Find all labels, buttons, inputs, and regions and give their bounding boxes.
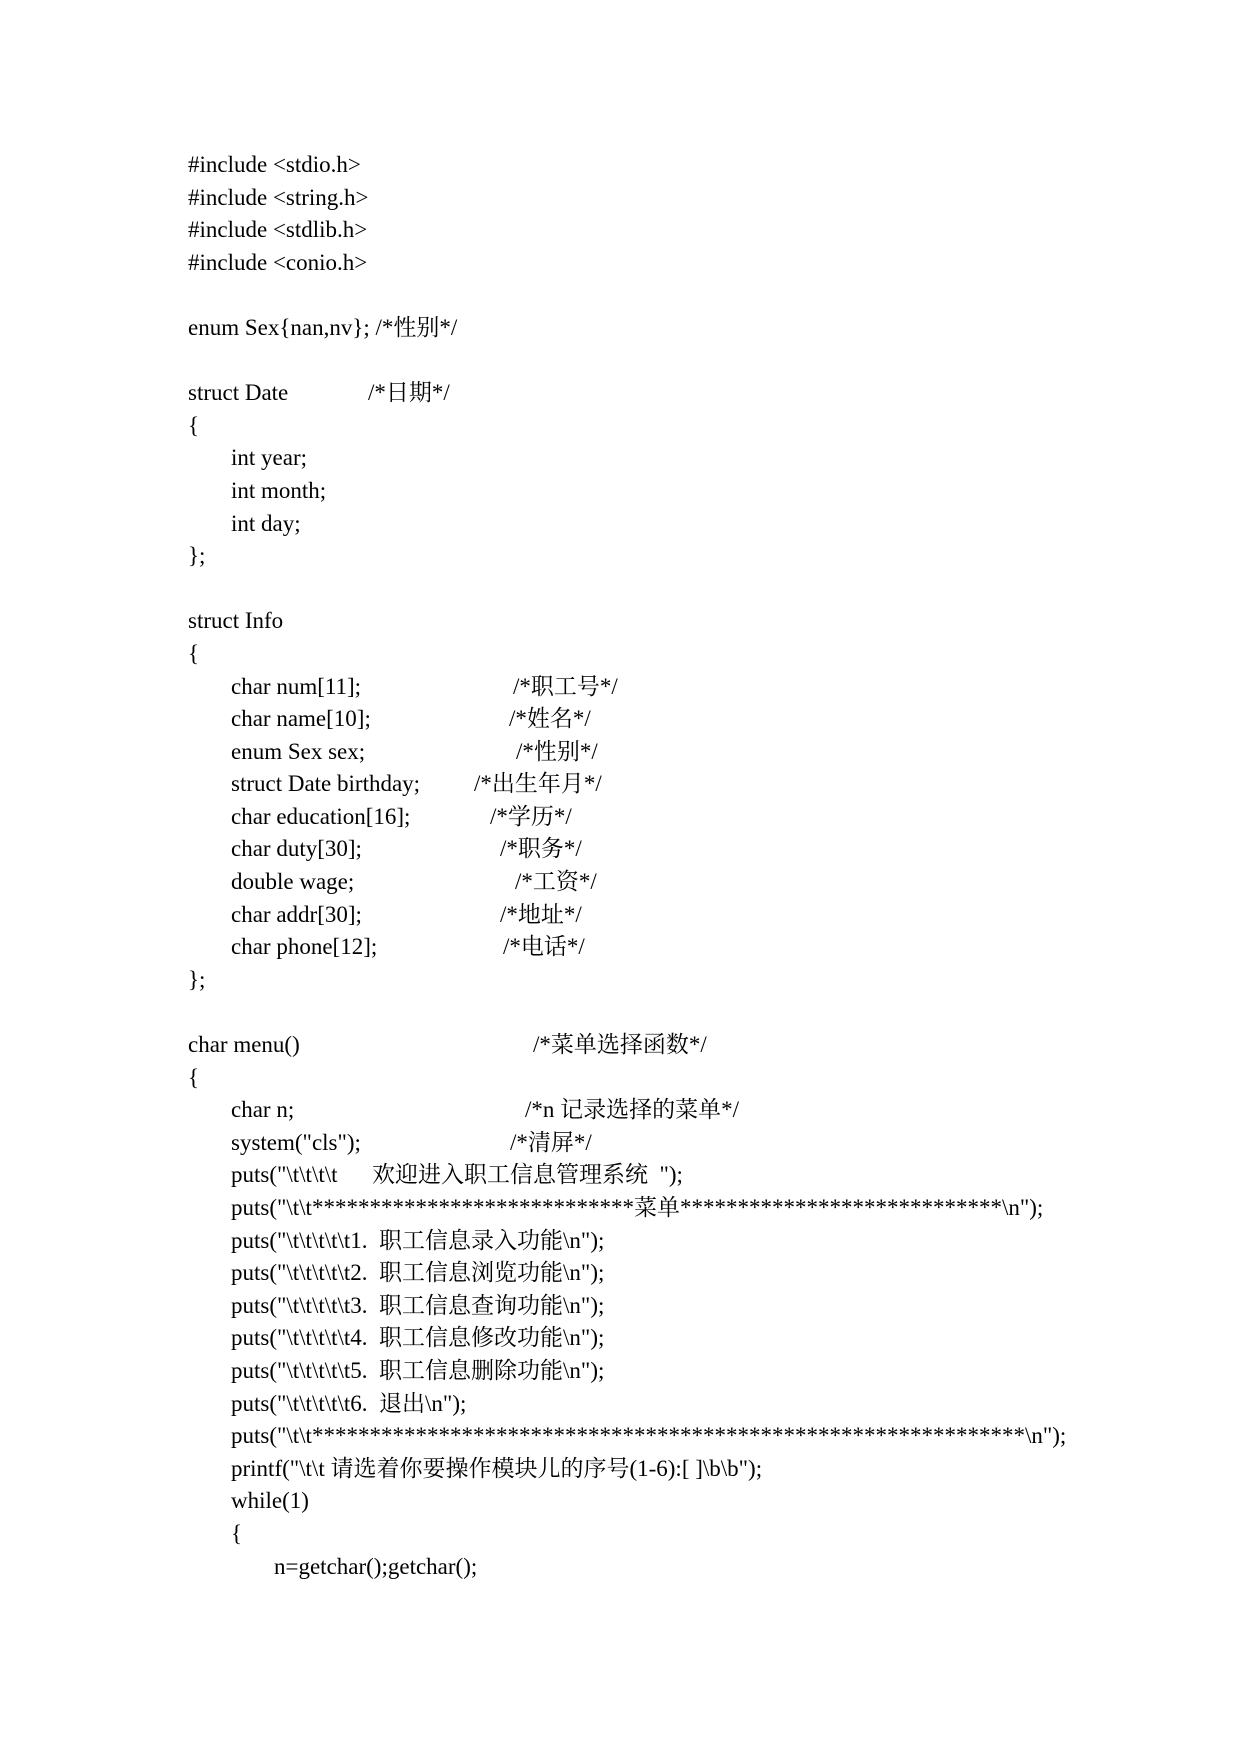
code-text: printf("\t\t 请选着你要操作模块儿的序号(1-6):[ ]\b\b");	[231, 1455, 763, 1481]
code-text: puts("\t\t\t\t\t2. 职工信息浏览功能\n");	[231, 1260, 605, 1286]
code-text: struct Date birthday;	[231, 771, 421, 797]
code-comment: /*性别*/	[516, 738, 598, 764]
code-line	[188, 214, 1188, 247]
code-document	[188, 149, 1188, 1583]
code-line	[188, 1029, 1188, 1062]
code-line	[188, 442, 1188, 475]
code-comment: /*日期*/	[368, 380, 450, 406]
code-line	[188, 768, 1188, 801]
code-text: struct Info	[188, 608, 284, 634]
code-line	[188, 312, 1188, 345]
code-comment: /*n 记录选择的菜单*/	[525, 1097, 740, 1123]
code-text: char name[10];	[231, 706, 371, 732]
code-text: #include <stdio.h>	[188, 152, 361, 177]
code-line	[188, 247, 1188, 280]
code-text: char addr[30];	[231, 901, 362, 927]
code-text: {	[188, 412, 200, 438]
code-text: #include <conio.h>	[188, 249, 368, 275]
code-line	[188, 866, 1188, 899]
code-line	[188, 508, 1188, 541]
code-text: puts("\t\t\t\t\t4. 职工信息修改功能\n");	[231, 1325, 605, 1351]
blank-line	[188, 345, 1188, 378]
code-text: int day;	[231, 510, 301, 536]
code-text: {	[231, 1520, 243, 1546]
code-text: char education[16];	[231, 803, 411, 829]
code-line	[188, 1192, 1188, 1225]
code-line	[188, 1257, 1188, 1290]
code-line	[188, 931, 1188, 964]
code-line	[188, 1551, 1188, 1584]
code-line	[188, 410, 1188, 443]
code-text: puts("\t\t\t\t\t1. 职工信息录入功能\n");	[231, 1227, 605, 1253]
code-text: double wage;	[231, 869, 355, 895]
code-text: char menu()	[188, 1032, 300, 1058]
code-line	[188, 703, 1188, 736]
code-text: };	[188, 966, 206, 992]
code-line	[188, 1159, 1188, 1192]
code-text: struct Date	[188, 380, 289, 406]
code-line	[188, 899, 1188, 932]
code-comment: /*职务*/	[500, 836, 582, 862]
code-comment: /*职工号*/	[513, 673, 618, 699]
code-text: {	[188, 1064, 200, 1090]
code-text: #include <string.h>	[188, 184, 369, 210]
code-line	[188, 671, 1188, 704]
code-text: char num[11];	[231, 673, 362, 699]
code-text: char phone[12];	[231, 934, 378, 960]
code-line	[188, 1225, 1188, 1258]
code-line	[188, 736, 1188, 769]
code-text: char duty[30];	[231, 836, 362, 862]
code-line	[188, 1420, 1188, 1453]
code-line	[188, 475, 1188, 508]
code-text: puts("\t\t****************************菜单****************************\n");	[231, 1195, 1044, 1220]
blank-line	[188, 573, 1188, 606]
code-comment: /*出生年月*/	[474, 771, 602, 797]
code-line	[188, 1453, 1188, 1486]
code-text: system("cls");	[231, 1129, 361, 1155]
code-line	[188, 1485, 1188, 1518]
code-text: puts("\t\t\t\t\t6. 退出\n");	[231, 1390, 467, 1416]
code-text: int year;	[231, 445, 307, 471]
code-text: puts("\t\t**************************************************************\n");	[231, 1423, 1067, 1449]
code-line	[188, 540, 1188, 573]
code-text: enum Sex sex;	[231, 738, 366, 764]
code-comment: /*工资*/	[515, 869, 597, 895]
code-line	[188, 1062, 1188, 1095]
code-line	[188, 801, 1188, 834]
code-line	[188, 1094, 1188, 1127]
code-line	[188, 377, 1188, 410]
code-comment: /*地址*/	[500, 901, 582, 927]
code-text: n=getchar();getchar();	[274, 1553, 478, 1579]
code-line	[188, 1388, 1188, 1421]
code-line	[188, 964, 1188, 997]
code-text: puts("\t\t\t\t 欢迎进入职工信息管理系统 ");	[231, 1162, 683, 1188]
code-line	[188, 833, 1188, 866]
code-text: puts("\t\t\t\t\t3. 职工信息查询功能\n");	[231, 1292, 605, 1318]
blank-line	[188, 996, 1188, 1029]
code-text: char n;	[231, 1097, 295, 1123]
blank-line	[188, 279, 1188, 312]
code-text: {	[188, 640, 200, 666]
code-comment: /*学历*/	[490, 803, 572, 829]
code-line	[188, 1290, 1188, 1323]
code-text: while(1)	[231, 1488, 309, 1514]
code-text: };	[188, 543, 206, 569]
code-line	[188, 1127, 1188, 1160]
code-line	[188, 182, 1188, 215]
code-line	[188, 1518, 1188, 1551]
code-comment: /*姓名*/	[509, 706, 591, 732]
code-line	[188, 149, 1188, 182]
code-text: enum Sex{nan,nv}; /*性别*/	[188, 314, 458, 340]
code-comment: /*清屏*/	[510, 1129, 592, 1155]
code-line	[188, 1322, 1188, 1355]
code-line	[188, 605, 1188, 638]
code-text: #include <stdlib.h>	[188, 217, 368, 243]
code-comment: /*电话*/	[503, 934, 585, 960]
code-line	[188, 1355, 1188, 1388]
code-text: int month;	[231, 477, 327, 503]
code-comment: /*菜单选择函数*/	[533, 1032, 707, 1058]
code-text: puts("\t\t\t\t\t5. 职工信息删除功能\n");	[231, 1357, 605, 1383]
code-line	[188, 638, 1188, 671]
